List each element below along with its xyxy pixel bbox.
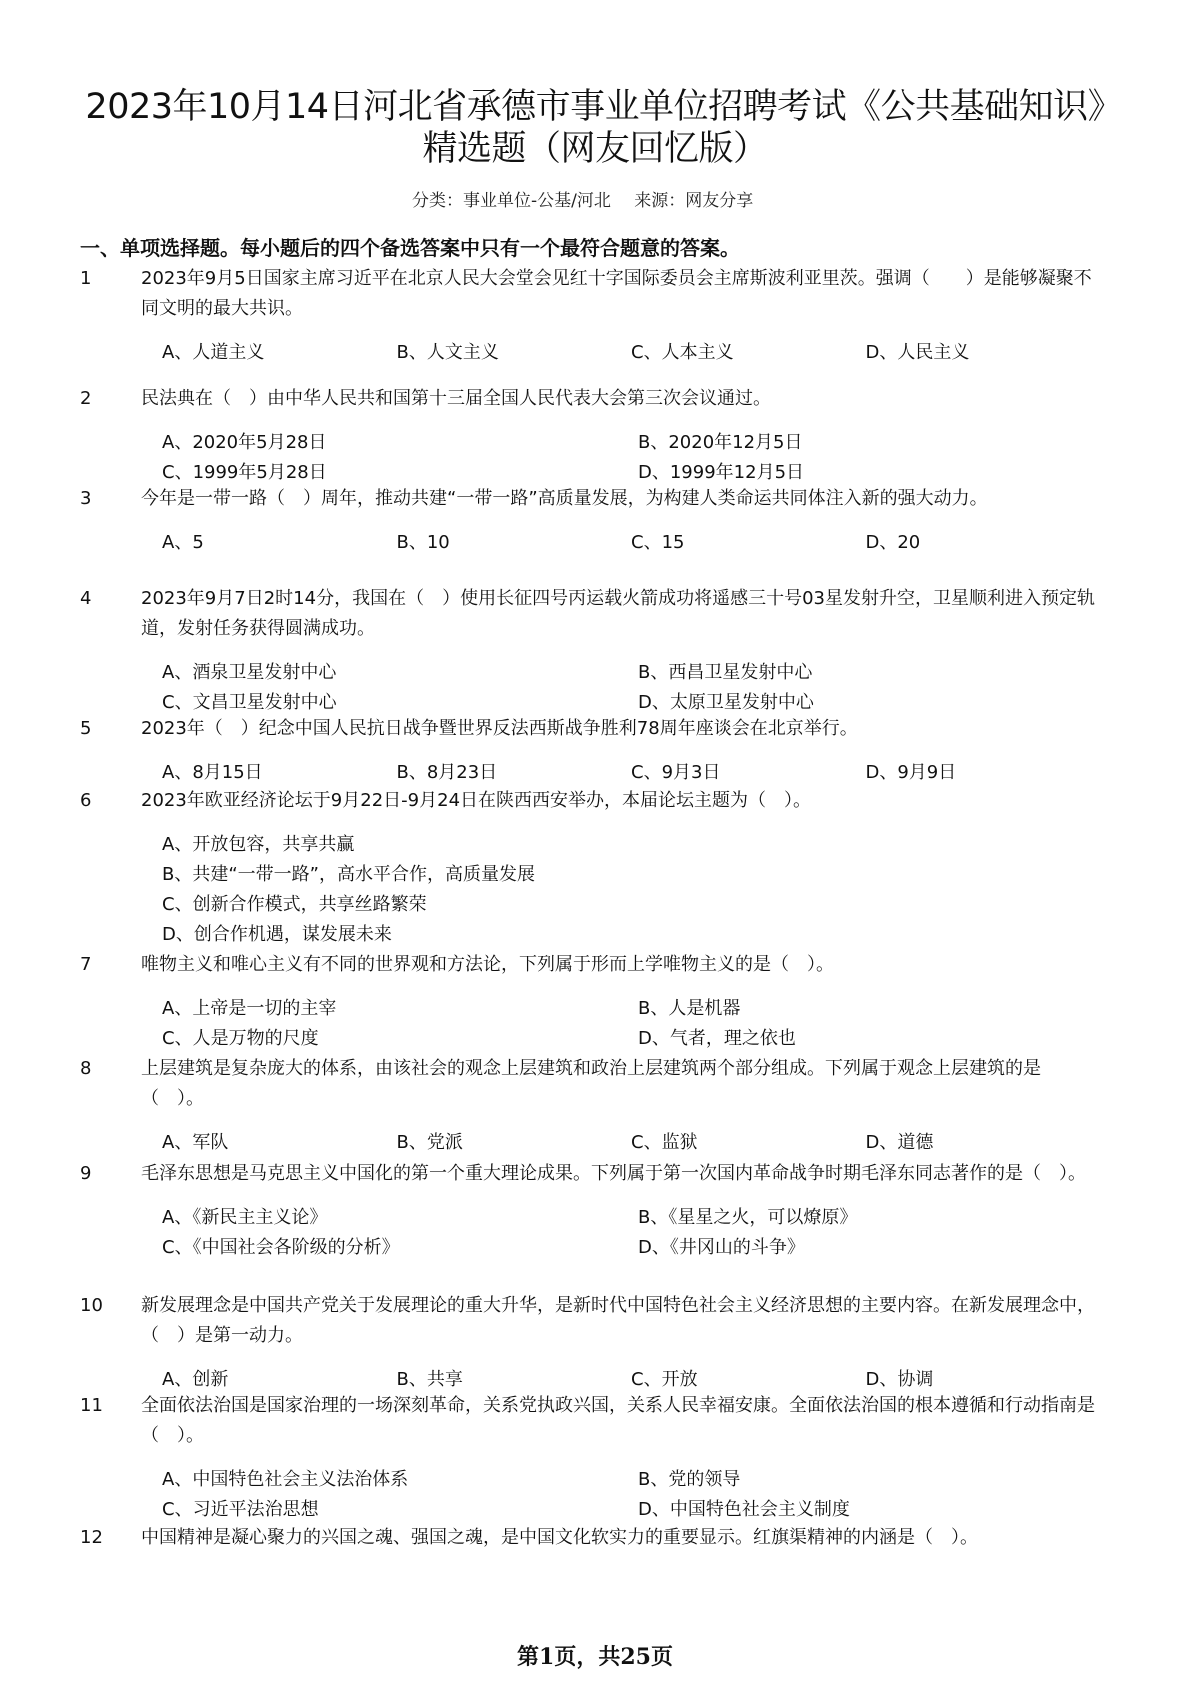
option-d[interactable]: D、气者，理之依也 (638, 1028, 796, 1049)
option-c[interactable]: C、《中国社会各阶级的分析》 (162, 1237, 400, 1258)
option-c[interactable]: C、开放 (631, 1369, 698, 1390)
option-a[interactable]: A、《新民主主义论》 (162, 1207, 328, 1228)
option-group (162, 1189, 1100, 1263)
option-a[interactable]: A、8月15日 (162, 762, 263, 783)
option-c[interactable]: C、监狱 (631, 1132, 698, 1153)
question-text: 今年是一带一路（ ）周年，推动共建“一带一路”高质量发展，为构建人类命运共同体注入新的强大动力。 (141, 488, 988, 509)
question-number: 1 (80, 268, 92, 289)
question (80, 714, 1100, 786)
question-text: 毛泽东思想是马克思主义中国化的第一个重大理论成果。下列属于第一次国内革命战争时期毛泽东同志著作的是（ ）。 (141, 1163, 1086, 1184)
question-text: 2023年（ ）纪念中国人民抗日战争暨世界反法西斯战争胜利78周年座谈会在北京举行。 (141, 718, 858, 739)
option-group (162, 744, 1100, 788)
question (80, 384, 1100, 484)
option-group (162, 816, 1100, 950)
question-number: 6 (80, 790, 92, 811)
option-b[interactable]: B、共享 (396, 1369, 463, 1390)
question (80, 950, 1100, 1054)
option-a[interactable]: A、军队 (162, 1132, 229, 1153)
option-group (162, 1451, 1100, 1525)
option-c[interactable]: C、习近平法治思想 (162, 1499, 319, 1520)
question-text: 2023年欧亚经济论坛于9月22日-9月24日在陕西西安举办，本届论坛主题为（ ）。 (141, 790, 812, 811)
question (80, 1159, 1100, 1291)
question (80, 1523, 1100, 1587)
question (80, 484, 1100, 584)
option-group (162, 1114, 1100, 1158)
option-d[interactable]: D、创合作机遇，谋发展未来 (162, 924, 392, 945)
question-text: 新发展理念是中国共产党关于发展理论的重大升华，是新时代中国特色社会主义经济思想的主要内容。在新发展理念中，（ ）是第一动力。 (141, 1295, 1095, 1346)
question (80, 1391, 1100, 1523)
question-text: 上层建筑是复杂庞大的体系，由该社会的观念上层建筑和政治上层建筑两个部分组成。下列属于观念上层建筑的是（ ）。 (141, 1058, 1041, 1109)
option-a[interactable]: A、中国特色社会主义法治体系 (162, 1469, 409, 1490)
option-group (162, 324, 1100, 368)
question-number: 9 (80, 1163, 92, 1184)
option-d[interactable]: D、20 (865, 532, 921, 553)
question-text: 民法典在（ ）由中华人民共和国第十三届全国人民代表大会第三次会议通过。 (141, 388, 771, 409)
question-text: 2023年9月5日国家主席习近平在北京人民大会堂会见红十字国际委员会主席斯波利亚里茨。强调（ ）是能够凝聚不同文明的最大共识。 (141, 268, 1092, 319)
option-c[interactable]: C、人本主义 (631, 342, 734, 363)
option-d[interactable]: D、人民主义 (865, 342, 970, 363)
option-b[interactable]: B、2020年12月5日 (638, 432, 803, 453)
option-b[interactable]: B、人是机器 (638, 998, 741, 1019)
option-group (162, 514, 1100, 558)
source-label: 来源：网友分享 (634, 191, 754, 211)
question (80, 1054, 1100, 1159)
question-number: 7 (80, 954, 92, 975)
option-a[interactable]: A、2020年5月28日 (162, 432, 327, 453)
question (80, 1291, 1100, 1391)
question-text: 2023年9月7日2时14分，我国在（ ）使用长征四号丙运载火箭成功将遥感三十号03星发射升空，卫星顺利进入预定轨道，发射任务获得圆满成功。 (141, 588, 1095, 639)
option-group (162, 414, 1100, 488)
option-b[interactable]: B、党派 (396, 1132, 463, 1153)
page-footer: 第1页，共25页 (517, 1644, 673, 1670)
option-a[interactable]: A、开放包容，共享共赢 (162, 834, 355, 855)
option-b[interactable]: B、西昌卫星发射中心 (638, 662, 813, 683)
option-group (162, 980, 1100, 1054)
option-a[interactable]: A、上帝是一切的主宰 (162, 998, 337, 1019)
option-b[interactable]: B、共建“一带一路”，高水平合作，高质量发展 (162, 864, 535, 885)
question-number: 11 (80, 1395, 103, 1416)
option-d[interactable]: D、协调 (865, 1369, 934, 1390)
question-number: 12 (80, 1527, 103, 1548)
option-c[interactable]: C、1999年5月28日 (162, 462, 327, 483)
option-d[interactable]: D、1999年12月5日 (638, 462, 805, 483)
option-d[interactable]: D、9月9日 (865, 762, 957, 783)
question-text: 中国精神是凝心聚力的兴国之魂、强国之魂，是中国文化软实力的重要显示。红旗渠精神的内涵是（ ）。 (141, 1527, 978, 1548)
option-c[interactable]: C、9月3日 (631, 762, 721, 783)
question (80, 584, 1100, 714)
option-c[interactable]: C、文昌卫星发射中心 (162, 692, 337, 713)
question (80, 786, 1100, 950)
option-b[interactable]: B、人文主义 (396, 342, 499, 363)
question-number: 4 (80, 588, 92, 609)
question (80, 264, 1100, 384)
document-title: 2023年10月14日河北省承德市事业单位招聘考试《公共基础知识》精选题（网友回忆版） (85, 87, 1105, 169)
option-d[interactable]: D、道德 (865, 1132, 934, 1153)
document-meta (412, 186, 753, 211)
question-number: 5 (80, 718, 92, 739)
question-number: 8 (80, 1058, 92, 1079)
option-c[interactable]: C、人是万物的尺度 (162, 1028, 319, 1049)
option-c[interactable]: C、15 (631, 532, 685, 553)
option-a[interactable]: A、酒泉卫星发射中心 (162, 662, 337, 683)
option-d[interactable]: D、太原卫星发射中心 (638, 692, 814, 713)
question-number: 10 (80, 1295, 103, 1316)
question-text: 唯物主义和唯心主义有不同的世界观和方法论，下列属于形而上学唯物主义的是（ ）。 (141, 954, 834, 975)
section-title: 一、单项选择题。每小题后的四个备选答案中只有一个最符合题意的答案。 (80, 236, 740, 260)
option-b[interactable]: B、8月23日 (396, 762, 498, 783)
option-c[interactable]: C、创新合作模式，共享丝路繁荣 (162, 894, 427, 915)
option-b[interactable]: B、《星星之火，可以燎原》 (638, 1207, 858, 1228)
question-number: 2 (80, 388, 92, 409)
option-a[interactable]: A、人道主义 (162, 342, 265, 363)
option-b[interactable]: B、10 (396, 532, 450, 553)
option-group (162, 644, 1100, 718)
option-d[interactable]: D、中国特色社会主义制度 (638, 1499, 850, 1520)
option-group (162, 1351, 1100, 1395)
option-d[interactable]: D、《井冈山的斗争》 (638, 1237, 805, 1258)
option-a[interactable]: A、创新 (162, 1369, 229, 1390)
option-b[interactable]: B、党的领导 (638, 1469, 741, 1490)
option-a[interactable]: A、5 (162, 532, 204, 553)
question-list (80, 264, 1100, 1587)
question-text: 全面依法治国是国家治理的一场深刻革命，关系党执政兴国，关系人民幸福安康。全面依法治国的根本遵循和行动指南是（ ）。 (141, 1395, 1095, 1446)
category-label: 分类：事业单位-公基/河北 (412, 191, 611, 211)
question-number: 3 (80, 488, 92, 509)
